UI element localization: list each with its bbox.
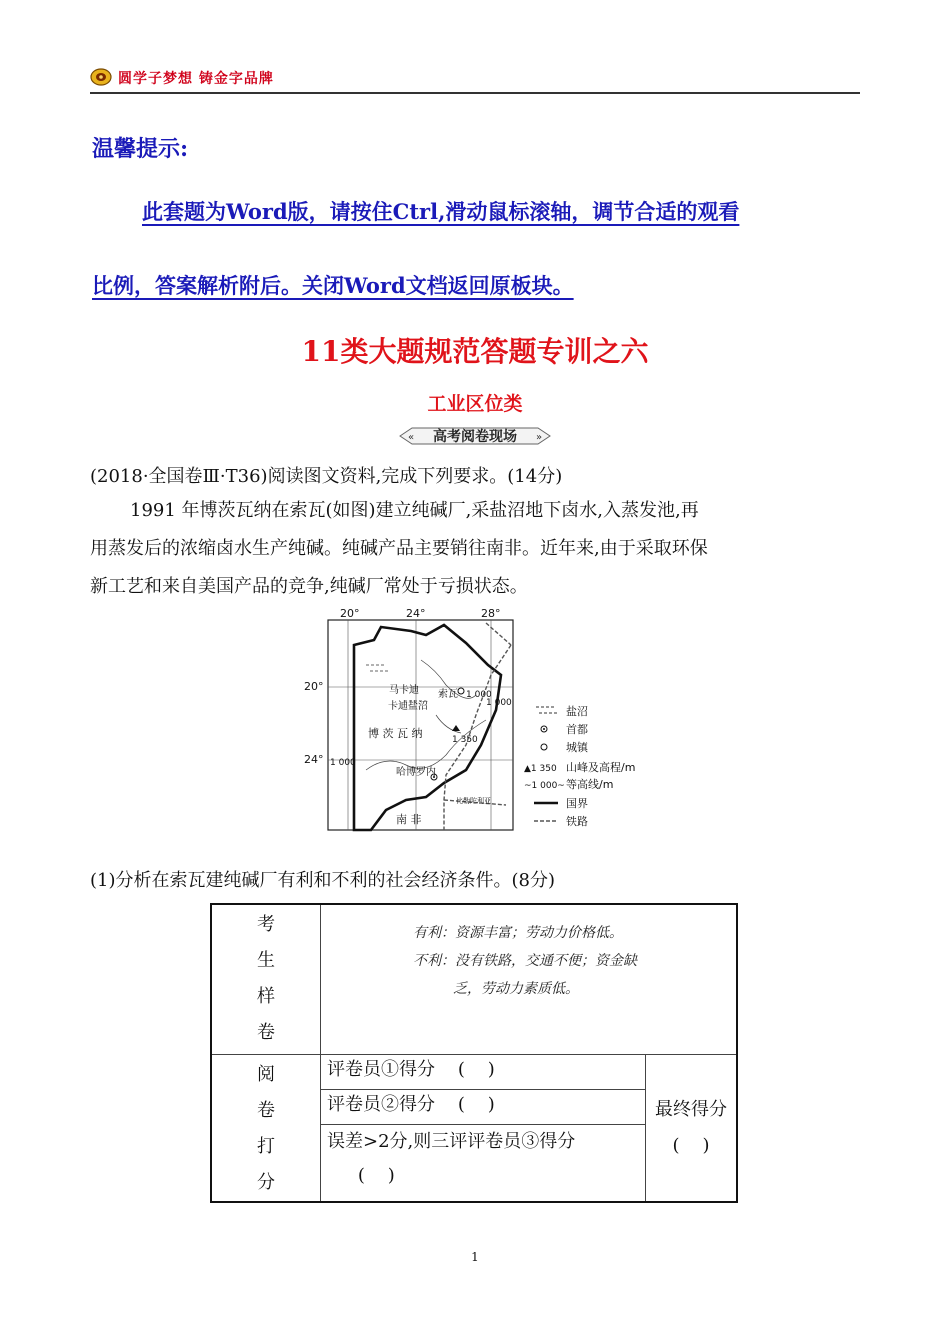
grader-2-score[interactable]: 评卷员②得分 ( ) [321,1089,646,1124]
body-line-2: 用蒸发后的浓缩卤水生产纯碱。纯碱产品主要销往南非。近年来,由于采取环保 [90,538,708,559]
place-botswana: 博 茨 瓦 纳 [368,727,423,740]
handwriting-line-1: 有利：资源丰富；劳动力价格低。 [413,925,623,941]
handwriting-line-2: 不利：没有铁路，交通不便；资金缺 [413,953,637,969]
place-gaborone: 哈博罗内 [396,767,436,778]
question-body [90,492,860,606]
sample-answer-cell [321,904,738,1054]
legend-contour: 等高线/m [566,778,614,791]
header-divider [90,92,860,94]
peak-label-1350: 1 350 [452,735,478,745]
question-1: (1)分析在索瓦建纯碱厂有利和不利的社会经济条件。(8分) [90,870,555,891]
header-slogan: 圆学子梦想 铸金字品牌 [118,71,274,87]
contour-1000-a: 1 000 [466,690,492,700]
legend-border: 国界 [566,797,588,810]
grading-table [210,903,738,1199]
legend-capital: 首都 [566,723,588,736]
page-number: 1 [471,1250,479,1264]
lat-label-20: 20° [304,680,324,693]
body-line-3: 新工艺和来自美国产品的竞争,纯碱厂常处于亏损状态。 [90,576,528,597]
lat-label-24: 24° [304,753,324,766]
tip-link-line1[interactable]: 此套题为Word版，请按住Ctrl,滑动鼠标滚轴，调节合适的观看 [142,199,740,224]
sample-label-cell: 考 生 样 卷 [211,904,321,1054]
place-makgadikgadi-pan: 卡迪盐沼 [388,701,428,712]
final-score-label: 最终得分 [655,1098,727,1120]
grading-label-cell: 阅 卷 打 分 [211,1054,321,1202]
final-score-cell[interactable] [646,1054,738,1202]
lon-label-28: 28° [481,607,501,620]
place-south-africa: 南 非 [396,813,422,826]
tip-link-line2[interactable]: 比例，答案解析附后。关闭Word文档返回原板块。 [92,273,574,298]
place-makgadikgadi: 马卡迪 [389,685,419,696]
question-source: (2018·全国卷Ⅲ·T36)阅读图文资料,完成下列要求。(14分) [90,466,563,487]
final-score-value: ( ) [672,1134,710,1156]
contour-1000-c: 1 000 [330,758,356,768]
legend-peak: 山峰及高程/m [566,761,636,774]
place-pretoria: 比勒陀利亚 [456,797,491,805]
tip-label: 温馨提示: [92,136,189,162]
body-line-1: 1991 年博茨瓦纳在索瓦(如图)建立纯碱厂,采盐沼地下卤水,入蒸发池,再 [130,500,699,521]
legend-peak-prefix: ▲1 350 [524,764,557,774]
legend-railway: 铁路 [566,815,588,828]
grader-1-score[interactable]: 评卷员①得分 ( ) [321,1054,646,1089]
page-subtitle: 工业区位类 [427,393,523,415]
sowa-town [458,688,464,694]
place-sowa: 索瓦 [438,689,458,700]
lon-label-20: 20° [340,607,360,620]
legend-contour-prefix: ~1 000~ [524,781,565,791]
section-banner [398,425,552,447]
handwriting-line-3: 乏，劳动力素质低。 [453,981,579,997]
brand-logo-icon [90,67,112,87]
legend-salt-pan: 盐沼 [566,705,588,718]
banner-text: 高考阅卷现场 [433,429,517,445]
legend-town: 城镇 [566,741,588,754]
map-legend [524,704,635,828]
contour-1000-b: 1 000 [486,698,512,708]
lon-label-24: 24° [406,607,426,620]
svg-text:«: « [408,432,415,443]
grader-3-score[interactable]: 误差>2分,则三评评卷员③得分 ( ) [321,1124,646,1202]
botswana-map [304,605,654,835]
svg-text:»: » [536,432,543,443]
page-title: 11类大题规范答题专训之六 [301,335,649,368]
